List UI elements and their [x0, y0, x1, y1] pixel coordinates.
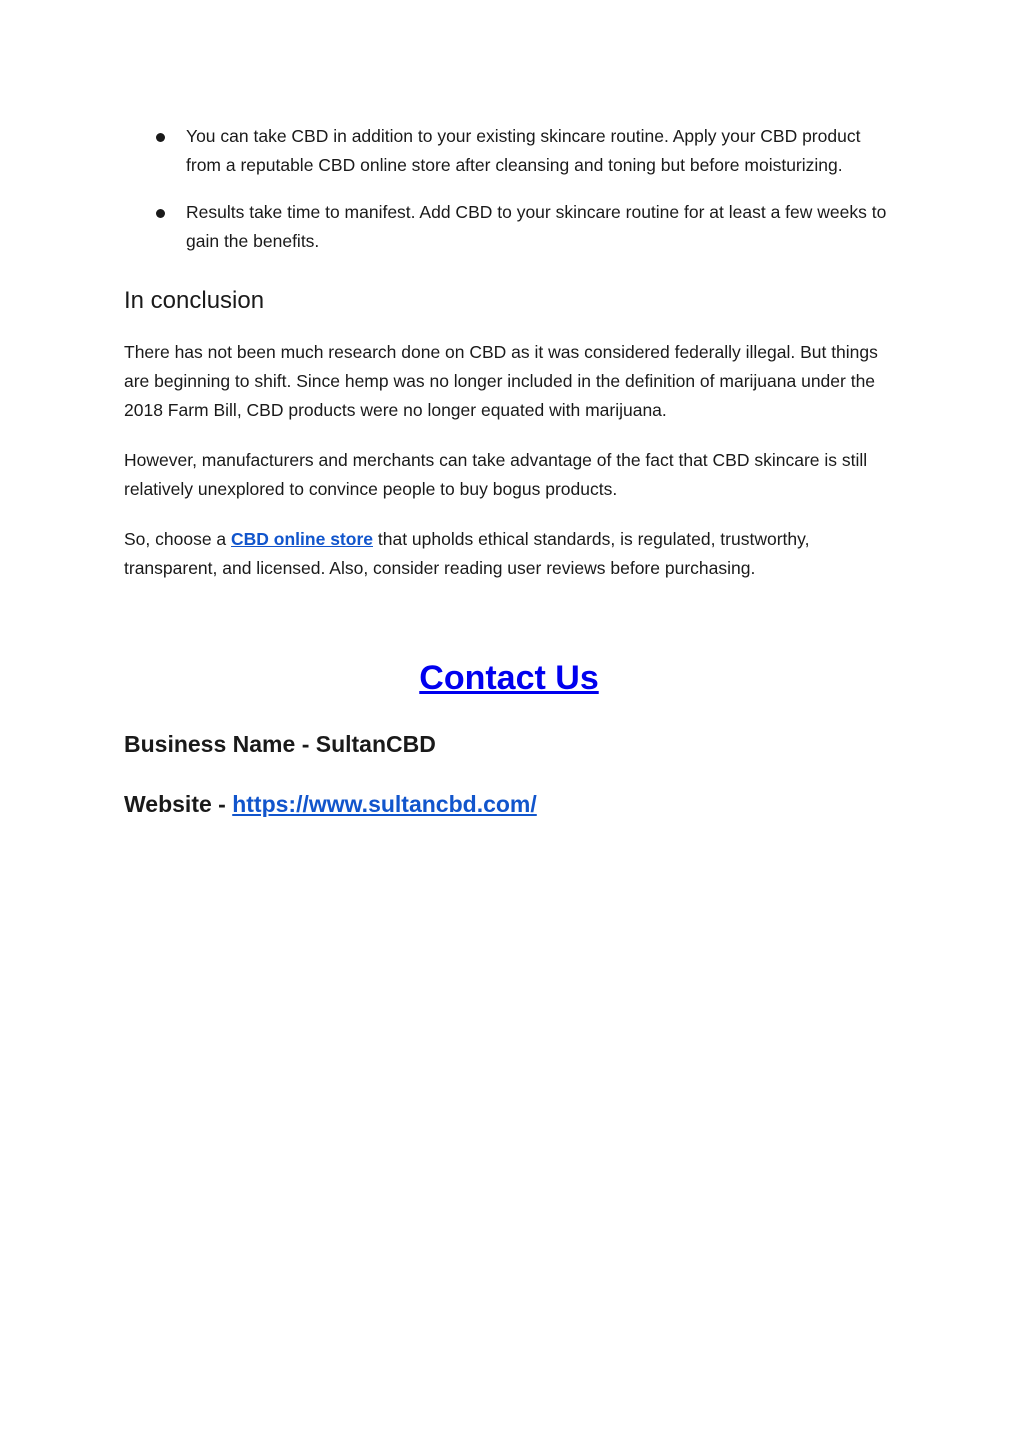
bullet-text: You can take CBD in addition to your existing skincare routine. Apply your CBD product from a reputable CBD online store after cleansing and toning but before moisturizing. — [186, 126, 861, 175]
conclusion-heading: In conclusion — [124, 287, 265, 314]
bullet-icon — [156, 133, 165, 142]
document-page — [124, 122, 894, 847]
contact-us-link[interactable]: Contact Us — [419, 659, 599, 697]
paragraph-text: So, choose a — [124, 529, 232, 549]
tips-list — [124, 122, 894, 256]
conclusion-paragraph-1: There has not been much research done on CBD as it was considered federally illegal. But things are beginning to shift. Since hemp was no longer included in the definition of marijuana under the 2018 Farm Bill, CBD products were no longer equated with marijuana. — [124, 342, 878, 420]
website-line — [124, 787, 894, 821]
bullet-text: Results take time to manifest. Add CBD to your skincare routine for at least a few weeks to gain the benefits. — [186, 202, 887, 251]
business-name: Business Name - SultanCBD — [124, 731, 436, 757]
conclusion-paragraph-3 — [124, 525, 894, 583]
contact-heading — [124, 657, 894, 699]
conclusion-paragraph-2: However, manufacturers and merchants can take advantage of the fact that CBD skincare is still relatively unexplored to convince people to buy bogus products. — [124, 450, 868, 499]
list-item — [124, 198, 894, 256]
paragraph-text: that upholds ethical standards, is regulated, trustworthy, transparent, and licensed. Also, consider reading user reviews before purchasing. — [124, 529, 810, 578]
website-label: Website - — [124, 791, 233, 817]
list-item — [124, 122, 894, 180]
cbd-online-store-link[interactable]: CBD online store — [231, 529, 373, 549]
website-link[interactable]: https://www.sultancbd.com/ — [232, 791, 537, 817]
bullet-icon — [156, 209, 165, 218]
